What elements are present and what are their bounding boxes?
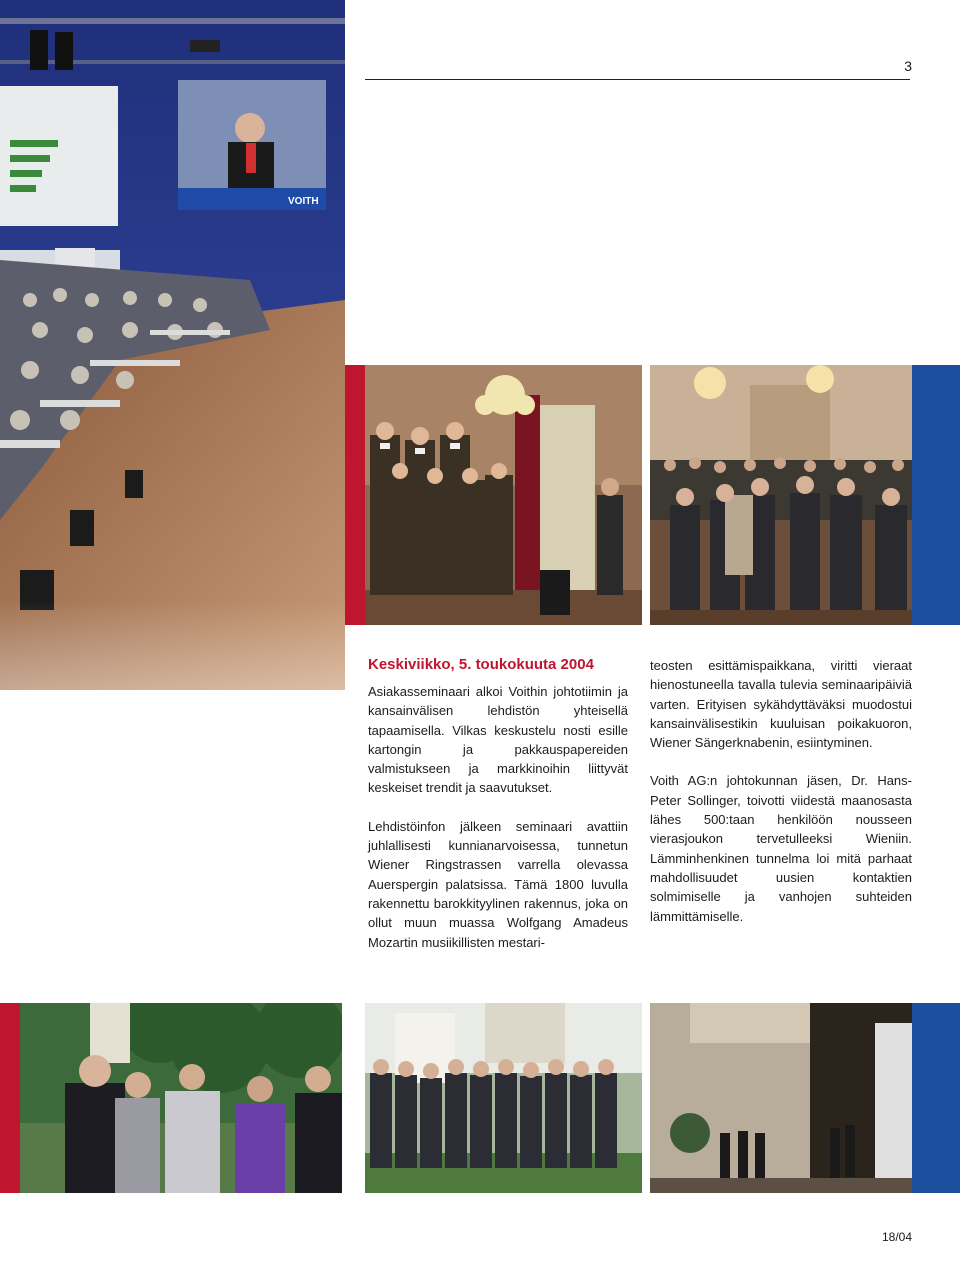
article-paragraph: teosten esittämispaikkana, viritti vieraat hienostuneella tavalla tulevia seminaaripäiviä varten. Erityisen sykähdyttäväksi muodostui kansainvälisestikin kuuluisan poikakuoron, Wiener Sängerknabenin, esiintyminen. <box>650 658 912 751</box>
photo-fade-overlay <box>0 600 345 1000</box>
blue-accent-bar <box>912 365 960 625</box>
red-accent-bar <box>345 365 365 625</box>
palace-entrance-night-photo <box>650 1003 912 1193</box>
garden-guests-photo <box>20 1003 342 1193</box>
article-column-left <box>368 682 628 971</box>
palace-reception-photo <box>650 365 912 625</box>
group-portrait-photo <box>365 1003 642 1193</box>
conference-hall-photo <box>0 0 345 690</box>
blue-accent-bar <box>912 1003 960 1193</box>
issue-number: 18/04 <box>881 1230 912 1244</box>
section-heading-date: Keskiviikko, 5. toukokuuta 2004 <box>368 656 594 673</box>
boys-choir-photo <box>365 365 642 625</box>
red-accent-bar <box>0 1003 20 1193</box>
screen-logo-text: VOITH <box>288 196 319 207</box>
article-column-right <box>650 656 912 945</box>
article-paragraph: Lehdistöinfon jälkeen seminaari avattiin juhlallisesti kunnianarvoisessa, tunnetun Wiener Ringstrassen varrella olevassa Auerspergin palatsissa. Tämä 1800 luvulla rakennettu barokkityylinen rakennus, joka on ollut muun muassa Wolfgang Amadeus Mozartin musiikillisten mestari- <box>368 818 628 950</box>
header-rule <box>365 79 910 80</box>
article-paragraph: Asiakasseminaari alkoi Voithin johtotiimin ja kansainvälisen lehdistön yhteisellä tapaamisella. Vilkas keskustelu nosti esille kartongin ja pakkauspapereiden valmistukseen ja markkinoihin liittyvät keskeiset trendit ja saavutukset. <box>368 684 628 796</box>
article-paragraph: Voith AG:n johtokunnan jäsen, Dr. Hans-Peter Sollinger, toivotti viidestä maanosasta lähes 500:taan henkilöön nousseen vierasjoukon tervetulleeksi Wieniin. Lämminhenkinen tunnelma loi mitä parhaat mahdollisuudet uusien kontaktien solmimiselle ja vanhojen suhteiden lämmittämiselle. <box>650 773 912 924</box>
page-number: 3 <box>904 58 912 74</box>
